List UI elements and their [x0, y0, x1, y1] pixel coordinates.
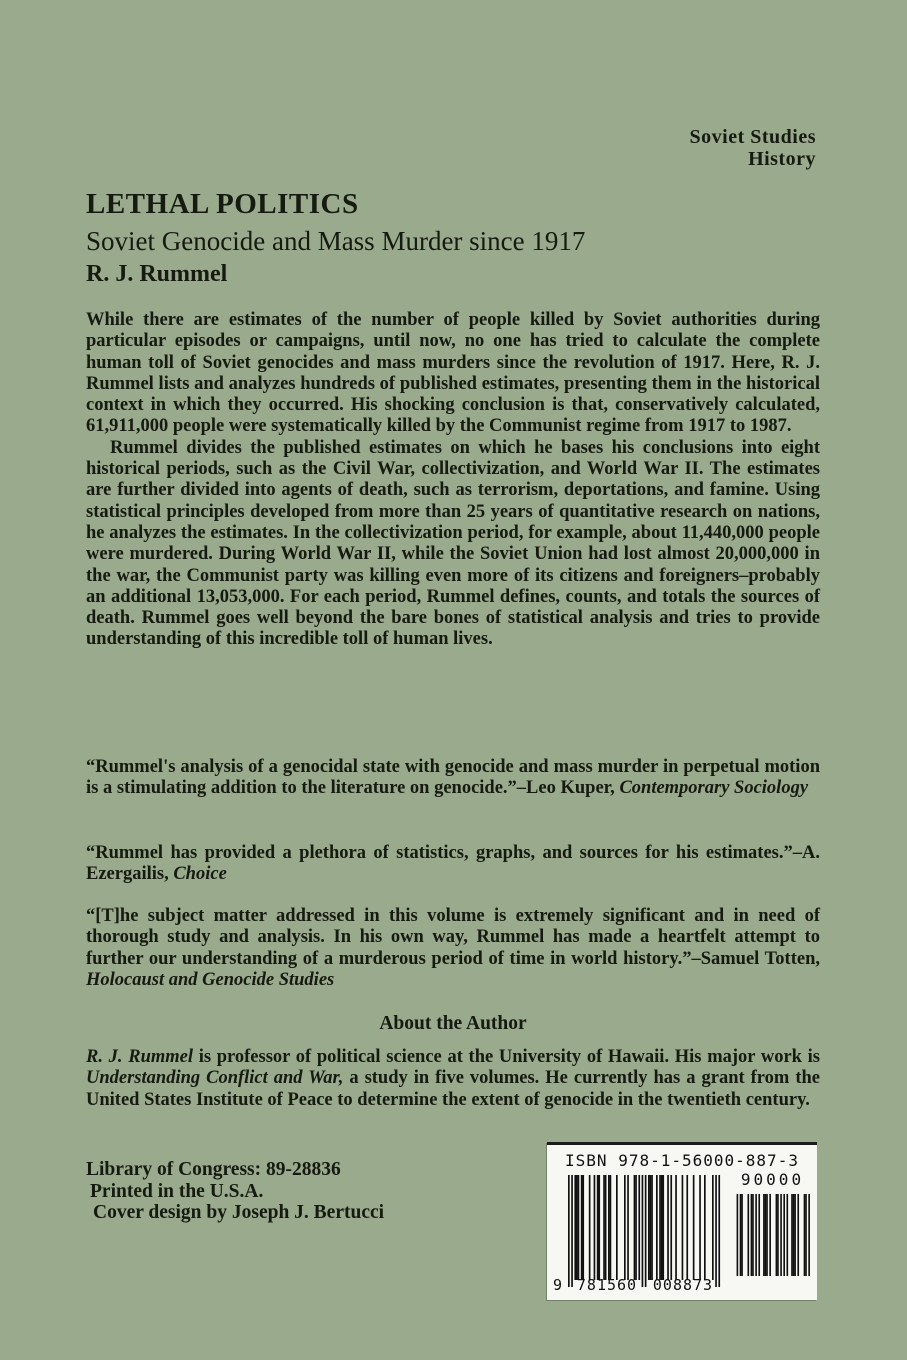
book-subtitle: Soviet Genocide and Mass Murder since 1917: [86, 226, 586, 256]
printed-in-usa-line: Printed in the U.S.A.: [90, 1180, 264, 1202]
publisher-info: [86, 1159, 384, 1224]
review-1-text: “Rummel's analysis of a genocidal state with genocide and mass murder in perpetual motion is a stimulating addition to the literature on genocide.”–Leo Kuper,: [86, 757, 820, 799]
barcode-digits-left: 781560: [576, 1276, 638, 1294]
synopsis-paragraph-1: While there are estimates of the number of people killed by Soviet authorities during particular episodes or campaigns, until now, no one has tried to calculate the complete human toll of Soviet genocides and mass murders since the revolution of 1917. Here, R. J. Rummel lists and analyzes hundreds of published estimates, presenting them in the historical context in which they occurred. His shocking conclusion is that, conservatively calculated, 61,911,000 people were systematically killed by the Communist regime from 1917 to 1987.: [86, 310, 820, 437]
review-3-text: “[T]he subject matter addressed in this volume is extremely significant and in need of thorough study and analysis. In his own way, Rummel has made a heartfelt attempt to further our understanding of a murderous period of time in world history.”–Samuel Totten,: [86, 906, 820, 969]
book-author: R. J. Rummel: [86, 261, 228, 287]
book-title: LETHAL POLITICS: [86, 188, 359, 220]
synopsis: [86, 310, 820, 651]
review-quote-2: [86, 843, 820, 886]
review-2-source: Choice: [173, 864, 227, 885]
ean13-barcode: [568, 1175, 721, 1292]
about-the-author-heading: About the Author: [379, 1013, 527, 1034]
about-text-1: is professor of political science at the University of Hawaii. His major work is: [193, 1047, 820, 1067]
barcode-digits-right: 008873: [652, 1276, 714, 1294]
review-2-text: “Rummel has provided a plethora of statistics, graphs, and sources for his estimates.”–A. Ezergailis,: [86, 843, 820, 885]
about-work-title: Understanding Conflict and War,: [86, 1068, 344, 1089]
about-author-name: R. J. Rummel: [86, 1047, 193, 1067]
ean5-addon-barcode: [735, 1194, 811, 1281]
about-the-author-paragraph: [86, 1047, 820, 1111]
review-3-source: Holocaust and Genocide Studies: [86, 969, 335, 990]
review-1-source: Contemporary Sociology: [619, 778, 809, 799]
library-of-congress-line: Library of Congress: 89-28836: [86, 1159, 341, 1180]
barcode-addon-price-code: 90000: [740, 1170, 805, 1189]
category-line-1: Soviet Studies: [689, 126, 816, 148]
barcode-digit-first: 9: [553, 1276, 563, 1294]
isbn-barcode-panel: [547, 1142, 817, 1300]
cover-design-line: Cover design by Joseph J. Bertucci: [93, 1202, 385, 1223]
review-quote-3: [86, 906, 820, 991]
category-line-2: History: [748, 148, 816, 170]
category-block: [690, 126, 816, 170]
synopsis-paragraph-2: Rummel divides the published estimates on which he bases his conclusions into eight historical periods, such as the Civil War, collectivization, and World War II. The estimates are further divided into agents of death, such as terrorism, deportations, and famine. Using statistical principles developed from more than 25 years of quantitative research on nations, he analyzes the estimates. In the collectivization period, for example, about 11,440,000 people were murdered. During World War II, while the Soviet Union had lost almost 20,000,000 in the war, the Communist party was killing even more of its citizens and foreigners–probably an additional 13,053,000. For each period, Rummel defines, counts, and totals the sources of death. Rummel goes well beyond the bare bones of statistical analysis and tries to provide understanding of this incredible toll of human lives.: [86, 437, 820, 650]
about-text-2: a study in five volumes. He currently has a grant from the United States Institute of Peace to determine the extent of genocide in the twentieth century.: [86, 1068, 820, 1110]
review-quote-1: [86, 757, 820, 800]
isbn-number-text: ISBN 978-1-56000-887-3: [565, 1151, 799, 1170]
